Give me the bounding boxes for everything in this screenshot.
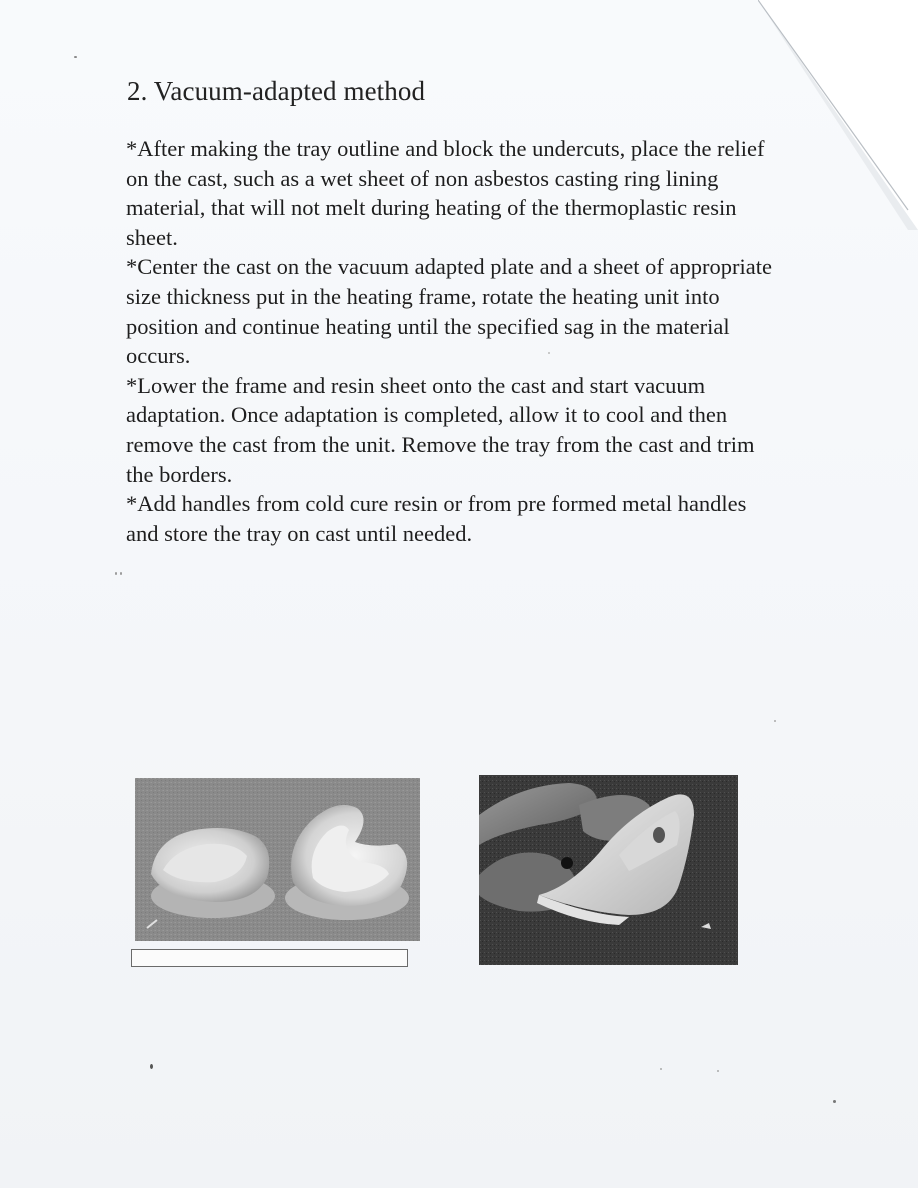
scan-speck — [833, 1100, 836, 1103]
photo-vacuum-formed-tray — [479, 775, 738, 965]
scan-speck — [548, 352, 550, 354]
scan-speck — [717, 1070, 719, 1072]
scan-speck — [774, 720, 776, 722]
corner-fold-graphic — [758, 0, 918, 230]
caption-frame — [131, 949, 408, 967]
photo-casts-with-trays — [135, 778, 420, 941]
scan-speck — [115, 572, 117, 575]
instruction-paragraph: *Lower the frame and resin sheet onto the cast and start vacuum adaptation. Once adaptation is completed, allow it to cool and then remove the cast from the unit. Remove the tray from the cast and trim the borders. — [126, 372, 755, 487]
scan-speck — [150, 1064, 153, 1069]
scan-speck — [120, 572, 122, 575]
instruction-paragraph: *Add handles from cold cure resin or from pre formed metal handles and store the tray on cast until needed. — [126, 491, 747, 546]
page-corner-fold — [758, 0, 918, 230]
instruction-paragraph: *After making the tray outline and block the undercuts, place the relief on the cast, such as a wet sheet of non asbestos casting ring lining material, that will not melt during heating of the thermoplastic resin sheet. — [126, 136, 765, 250]
section-heading: 2. Vacuum-adapted method — [127, 76, 426, 106]
scan-speck — [74, 56, 77, 58]
instructions-body — [126, 134, 776, 548]
instruction-paragraph: *Center the cast on the vacuum adapted plate and a sheet of appropriate size thickness put in the heating frame, rotate the heating unit into position and continue heating until the specified sag in the material occurs. — [126, 254, 772, 369]
scan-speck — [660, 1068, 662, 1070]
